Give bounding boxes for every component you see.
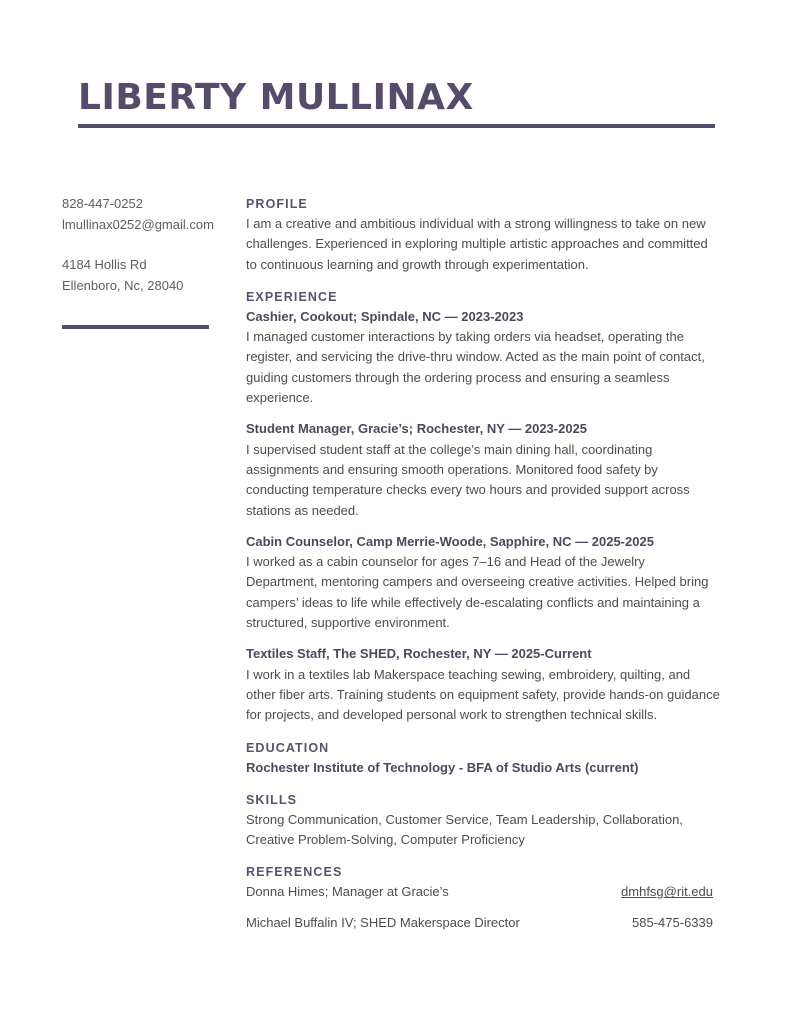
profile-section xyxy=(246,194,720,275)
skills-section xyxy=(246,790,720,851)
job-description: I managed customer interactions by taking orders via headset, operating the register, and servicing the drive-thru window. Acted as the main point of contact, guiding customers through the ordering process and ensuring a seamless experience. xyxy=(246,329,705,406)
experience-heading: EXPERIENCE xyxy=(246,289,338,304)
profile-text: I am a creative and ambitious individual with a strong willingness to take on new challenges. Experienced in exploring multiple artistic approaches and committed to continuous learning and growth through experimentation. xyxy=(246,216,708,272)
sidebar-divider xyxy=(62,325,209,329)
skills-heading: SKILLS xyxy=(246,792,298,807)
job-description: I work in a textiles lab Makerspace teaching sewing, embroidery, quilting, and other fiber arts. Training students on equipment safety, provide hands-on guidance for projects, and developed personal work to strengthen technical skills. xyxy=(246,666,720,723)
reference-row xyxy=(246,882,713,902)
job-entry xyxy=(246,307,720,408)
job-title: Textiles Staff, The SHED, Rochester, NY — 2025-Current xyxy=(246,646,592,662)
contact-sidebar xyxy=(62,194,237,296)
references-section xyxy=(246,862,720,933)
job-entry xyxy=(246,644,720,725)
reference-name: Michael Buffalin IV; SHED Makerspace Director xyxy=(246,915,520,931)
reference-row xyxy=(246,913,713,933)
education-entry: Rochester Institute of Technology - BFA of Studio Arts (current) xyxy=(246,759,639,775)
contact-spacer xyxy=(62,235,237,255)
resume-name: LIBERTY MULLINAX xyxy=(78,77,474,118)
skills-text: Strong Communication, Customer Service, Team Leadership, Collaboration, Creative Problem-Solving, Computer Proficiency xyxy=(246,811,683,848)
job-title: Cashier, Cookout; Spindale, NC — 2023-2023 xyxy=(246,308,524,324)
reference-phone: 585-475-6339 xyxy=(632,915,713,931)
education-section xyxy=(246,738,720,778)
contact-email[interactable]: lmullinax0252@gmail.com xyxy=(62,216,214,232)
education-heading: EDUCATION xyxy=(246,740,330,755)
job-description: I supervised student staff at the college’s main dining hall, coordinating assignments and ensuring smooth operations. Monitored food safety by conducting temperature checks every two hours and provided support across stations as needed. xyxy=(246,441,690,518)
references-heading: REFERENCES xyxy=(246,865,343,880)
job-title: Student Manager, Gracie’s; Rochester, NY — 2023-2025 xyxy=(246,421,588,437)
contact-phone: 828-447-0252 xyxy=(62,196,143,211)
job-entry xyxy=(246,532,720,633)
experience-section xyxy=(246,287,720,726)
job-title: Cabin Counselor, Camp Merrie-Woode, Sapphire, NC — 2025-2025 xyxy=(246,533,654,549)
contact-address-line2: Ellenboro, Nc, 28040 xyxy=(62,277,184,293)
reference-name: Donna Himes; Manager at Gracie’s xyxy=(246,884,449,900)
job-description: I worked as a cabin counselor for ages 7–16 and Head of the Jewelry Department, mentoring campers and overseeing creative activities. Helped bring campers’ ideas to life while effectively de-escalating conflicts and maintaining a structured, supportive environment. xyxy=(246,554,709,631)
job-entry xyxy=(246,419,720,520)
header-divider xyxy=(78,124,715,128)
main-content xyxy=(246,194,720,945)
contact-address-line1: 4184 Hollis Rd xyxy=(62,257,147,272)
profile-heading: PROFILE xyxy=(246,197,308,211)
reference-email-link[interactable]: dmhfsg@rit.edu xyxy=(621,884,713,900)
